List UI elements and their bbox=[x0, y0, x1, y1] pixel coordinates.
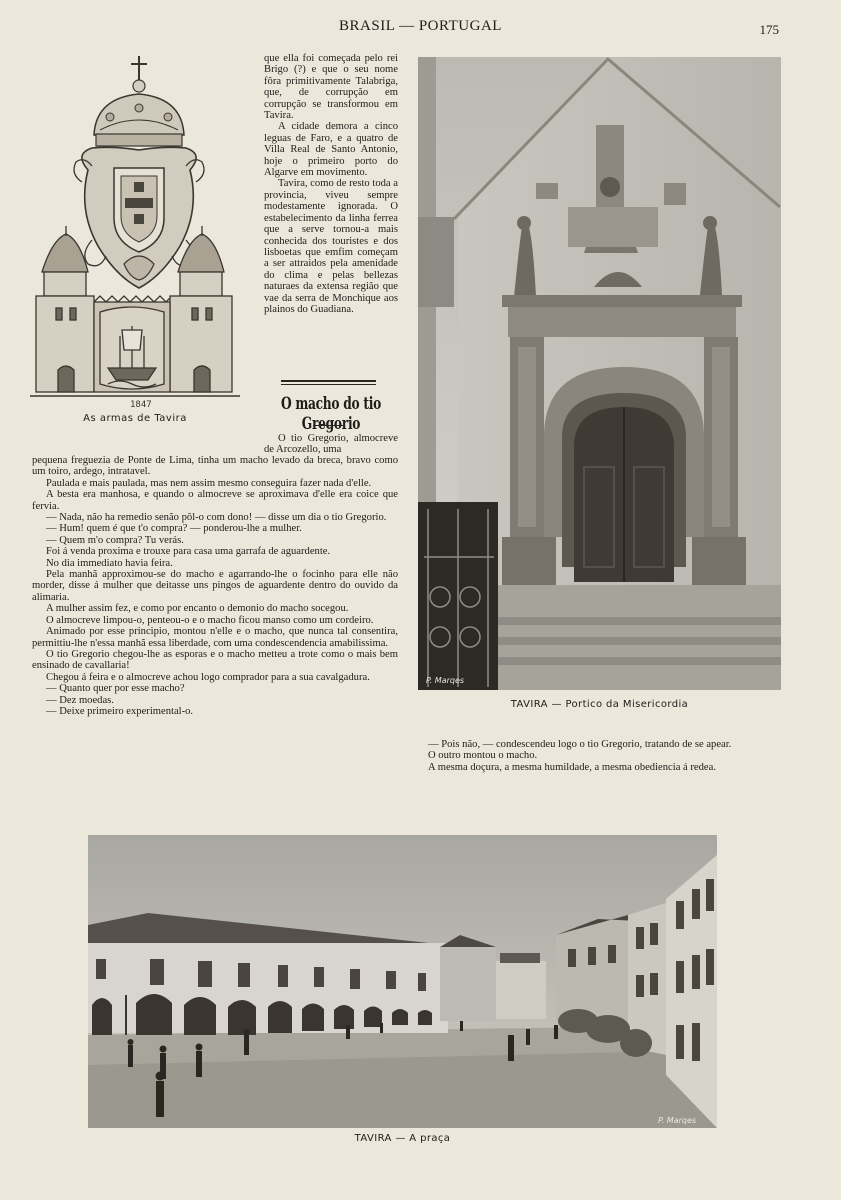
praca-caption: TAVIRA — A praça bbox=[354, 1133, 451, 1144]
story-paragraph: No dia immediato havia feira. bbox=[46, 557, 173, 569]
story-paragraph: — Nada, não ha remedio senão pôl-o com dono! — disse um dia o tio Gregorio. bbox=[46, 512, 387, 524]
story-paragraph: — Dez moedas. bbox=[46, 694, 114, 706]
page-number: 175 bbox=[759, 22, 779, 37]
story-paragraph: A besta era manhosa, e quando o almocreve se aproximava d'elle era coice que fervia. bbox=[32, 489, 398, 512]
story-paragraph: — Deixe primeiro experimental-o. bbox=[46, 705, 194, 717]
story-paragraph: pequena freguezia de Ponte de Lima, tinha um macho levado da breca, bravo como um toiro, ardego, intratavel. bbox=[32, 455, 398, 478]
story-paragraph: Pela manhã approximou-se do macho e agarrando-lhe o focinho para elle não morder, disse á mulher que deitasse uns pingos de aguardente dentro do ouvido da alimaria. bbox=[32, 569, 398, 603]
title-rule bbox=[313, 425, 343, 426]
story-title: O macho do tio Gregorio bbox=[280, 394, 382, 434]
arms-caption: As armas de Tavira bbox=[83, 413, 187, 424]
story-paragraph: Foi á venda proxima e trouxe para casa uma garrafa de aguardente. bbox=[46, 546, 331, 558]
photo-signature: P. Marqes bbox=[426, 676, 465, 685]
story-body bbox=[32, 455, 398, 717]
story-paragraph: A mulher assim fez, e como por encanto o demonio do macho socegou. bbox=[46, 603, 349, 615]
story-paragraph: O tio Gregorio chegou-lhe as esporas e o macho metteu a trote como o mais bem ensinado de cavallaria! bbox=[32, 648, 398, 672]
story-paragraph: — Pois não, — condescendeu logo o tio Gregorio, tratando de se apear. bbox=[428, 739, 732, 750]
story-paragraph: Animado por esse principio, montou n'elle e o macho, que nunca tal consentira, permittiu-lhe n'essa manhã essa liberdade, com uma condescendencia amabilissima. bbox=[32, 626, 398, 649]
praca-photograph bbox=[88, 835, 717, 1128]
article-paragraph: A cidade demora a cinco leguas de Faro, e a quatro de Villa Real de Santo Antonio, hoje o primeiro porto do Algarve em movimento. bbox=[264, 121, 398, 179]
article-paragraph: que ella foi começada pelo rei Brigo (?) e que o seu nome fôra primitivamente Talabriga, que, de corrupção em corrupção se transformou em Tavira. bbox=[264, 53, 398, 122]
section-rule bbox=[281, 380, 376, 382]
portico-photograph bbox=[418, 57, 781, 690]
story-paragraph: O outro montou o macho. bbox=[428, 750, 538, 762]
portico-caption: TAVIRA — Portico da Misericordia bbox=[510, 699, 689, 710]
article-column-top bbox=[264, 53, 398, 315]
story-intro bbox=[264, 433, 398, 456]
story-paragraph: O almocreve limpou-o, penteou-o e o macho ficou manso como um cordeiro. bbox=[46, 614, 374, 626]
story-paragraph: Paulada e mais paulada, mas nem assim mesmo conseguira fazer nada d'elle. bbox=[46, 477, 372, 489]
story-paragraph: Chegou á feira e o almocreve achou logo comprador para a sua cavalgadura. bbox=[46, 671, 370, 683]
coat-of-arms-illustration bbox=[30, 50, 240, 410]
story-paragraph: O tio Gregorio, almocreve de Arcozello, uma bbox=[264, 433, 398, 456]
photo-signature: P. Marqes bbox=[658, 1116, 697, 1125]
article-paragraph: Tavira, como de resto toda a provincia, viveu sempre modestamente ignorada. O estabelecimento da linha ferrea que a serve tornou-a mais conhecida dos touristes e dos lisboetas que emfim começam a ser attraidos pela amenidade do clima e pelas bellezas naturaes da extensa região que vae da serra de Monchique aos plainos do Guadiana. bbox=[264, 178, 398, 315]
arms-date-mark: 1847 bbox=[130, 400, 152, 410]
section-rule bbox=[281, 384, 376, 385]
running-header: BRASIL — PORTUGAL bbox=[339, 18, 502, 34]
story-paragraph: — Quanto quer por esse macho? bbox=[46, 683, 185, 695]
story-paragraph: A mesma doçura, a mesma humildade, a mesma obediencia á redea. bbox=[428, 761, 716, 773]
story-paragraph: — Quem m'o compra? Tu verás. bbox=[46, 534, 184, 546]
story-paragraph: — Hum! quem é que t'o compra? — ponderou-lhe a mulher. bbox=[46, 523, 302, 535]
story-continuation bbox=[414, 739, 780, 773]
